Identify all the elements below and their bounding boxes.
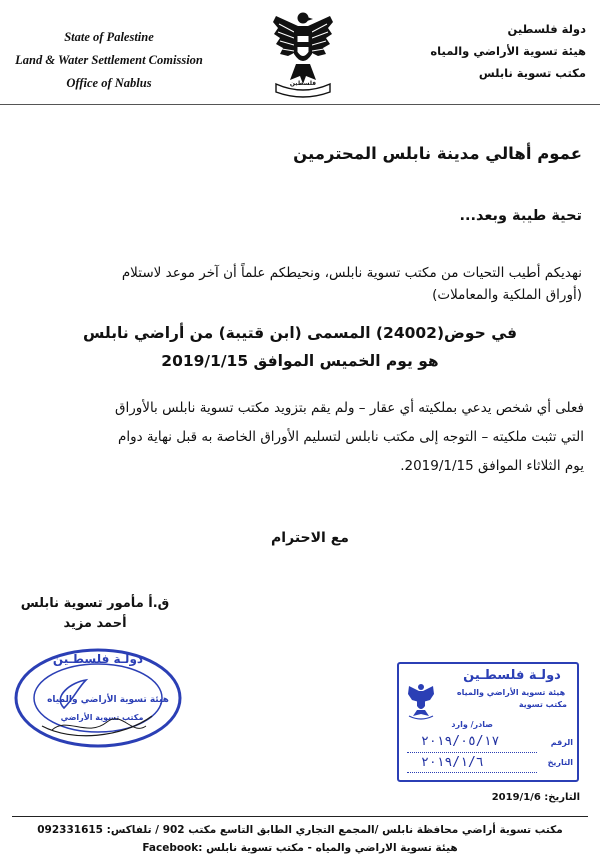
header-english — [4, 26, 214, 95]
header-en-line: Office of Nablus — [66, 76, 152, 90]
signature-block — [20, 594, 170, 634]
paragraph-intro — [14, 262, 582, 306]
deadline-announcement: هو يوم الخميس الموافق 2019/1/15 — [161, 352, 439, 370]
header-en-line: State of Palestine — [64, 30, 154, 44]
paragraph-line: يوم الثلاثاء الموافق 2019/1/15. — [400, 458, 584, 474]
paragraph-line: (أوراق الملكية والمعاملات) — [432, 287, 582, 303]
eagle-emblem-icon — [270, 8, 336, 102]
stamp-line: مكتب تسوية — [518, 700, 567, 709]
header-ar-line: دولة فلسطين — [507, 22, 586, 36]
oval-stamp — [12, 646, 184, 750]
stamp-ref-value: ٢٠١٩/٠٥/١٧ — [421, 734, 500, 749]
closing-regards: مع الاحترام — [271, 530, 349, 546]
footer-facebook: هيئة تسوية الاراضي والمياه - مكتب تسوية نابلس :Facebook — [142, 842, 458, 854]
oval-stamp-line: هيئة تسوية الأراضي والمياه — [47, 695, 169, 705]
oval-stamp-title: دولـة فلسطـين — [52, 652, 144, 666]
addressee: عموم أهالي مدينة نابلس المحترمين — [293, 144, 582, 163]
basin-announcement: في حوض(24002) المسمى (ابن قتيبة) من أراضي نابلس — [82, 324, 518, 342]
stamp-date-line — [407, 772, 537, 773]
stamp-date-label: التاريخ — [547, 758, 573, 767]
paragraph-instructions — [14, 394, 584, 481]
header-ar-line: مكتب تسوية نابلس — [478, 66, 586, 80]
stamp-ref-label: الرقم — [550, 738, 573, 747]
greeting: تحية طيبة وبعد... — [459, 208, 582, 224]
header-en-line: Land & Water Settlement Comission — [15, 53, 203, 67]
document-date: التاريخ: 2019/1/6 — [491, 792, 580, 803]
stamp-title: دولـة فلسطـين — [463, 668, 561, 683]
paragraph-line: فعلى أي شخص يدعي بملكيته أي عقار – ولم يقم بتزويد مكتب تسوية نابلس بالأوراق — [114, 400, 584, 416]
signature-name: أحمد مزيد — [63, 616, 127, 631]
stamp-ref-line — [407, 752, 537, 753]
header-ar-line: هيئة تسوية الأراضي والمياه — [430, 44, 586, 58]
footer-divider — [12, 816, 588, 817]
paragraph-line: التي تثبت ملكيته – التوجه إلى مكتب نابلس لتسليم الأوراق الخاصة به قبل نهاية دوام — [118, 429, 584, 445]
header-arabic — [386, 18, 586, 84]
stamp-inout: صادر/ وارد — [451, 720, 493, 729]
stamp-date-value: ٢٠١٩/١/٦ — [421, 755, 484, 770]
incoming-stamp — [397, 662, 579, 782]
eagle-emblem-icon — [407, 682, 435, 722]
header-divider — [0, 104, 600, 105]
oval-stamp-line: مكتب تسوية الأراضي — [60, 713, 144, 722]
emblem-caption: فلسطين — [289, 80, 317, 87]
signature-title: ق.أ مأمور تسوية نابلس — [20, 596, 170, 611]
footer-address: مكتب تسوية أراضي محافظة نابلس /المجمع التجاري الطابق التاسع مكتب 902 / تلفاكس: 092331615 — [37, 824, 563, 836]
stamp-line: هيئة تسوية الأراضي والمياه — [456, 688, 566, 697]
paragraph-line: نهديكم أطيب التحيات من مكتب تسوية نابلس، ونحيطكم علماً أن آخر موعد لاستلام — [121, 265, 582, 281]
